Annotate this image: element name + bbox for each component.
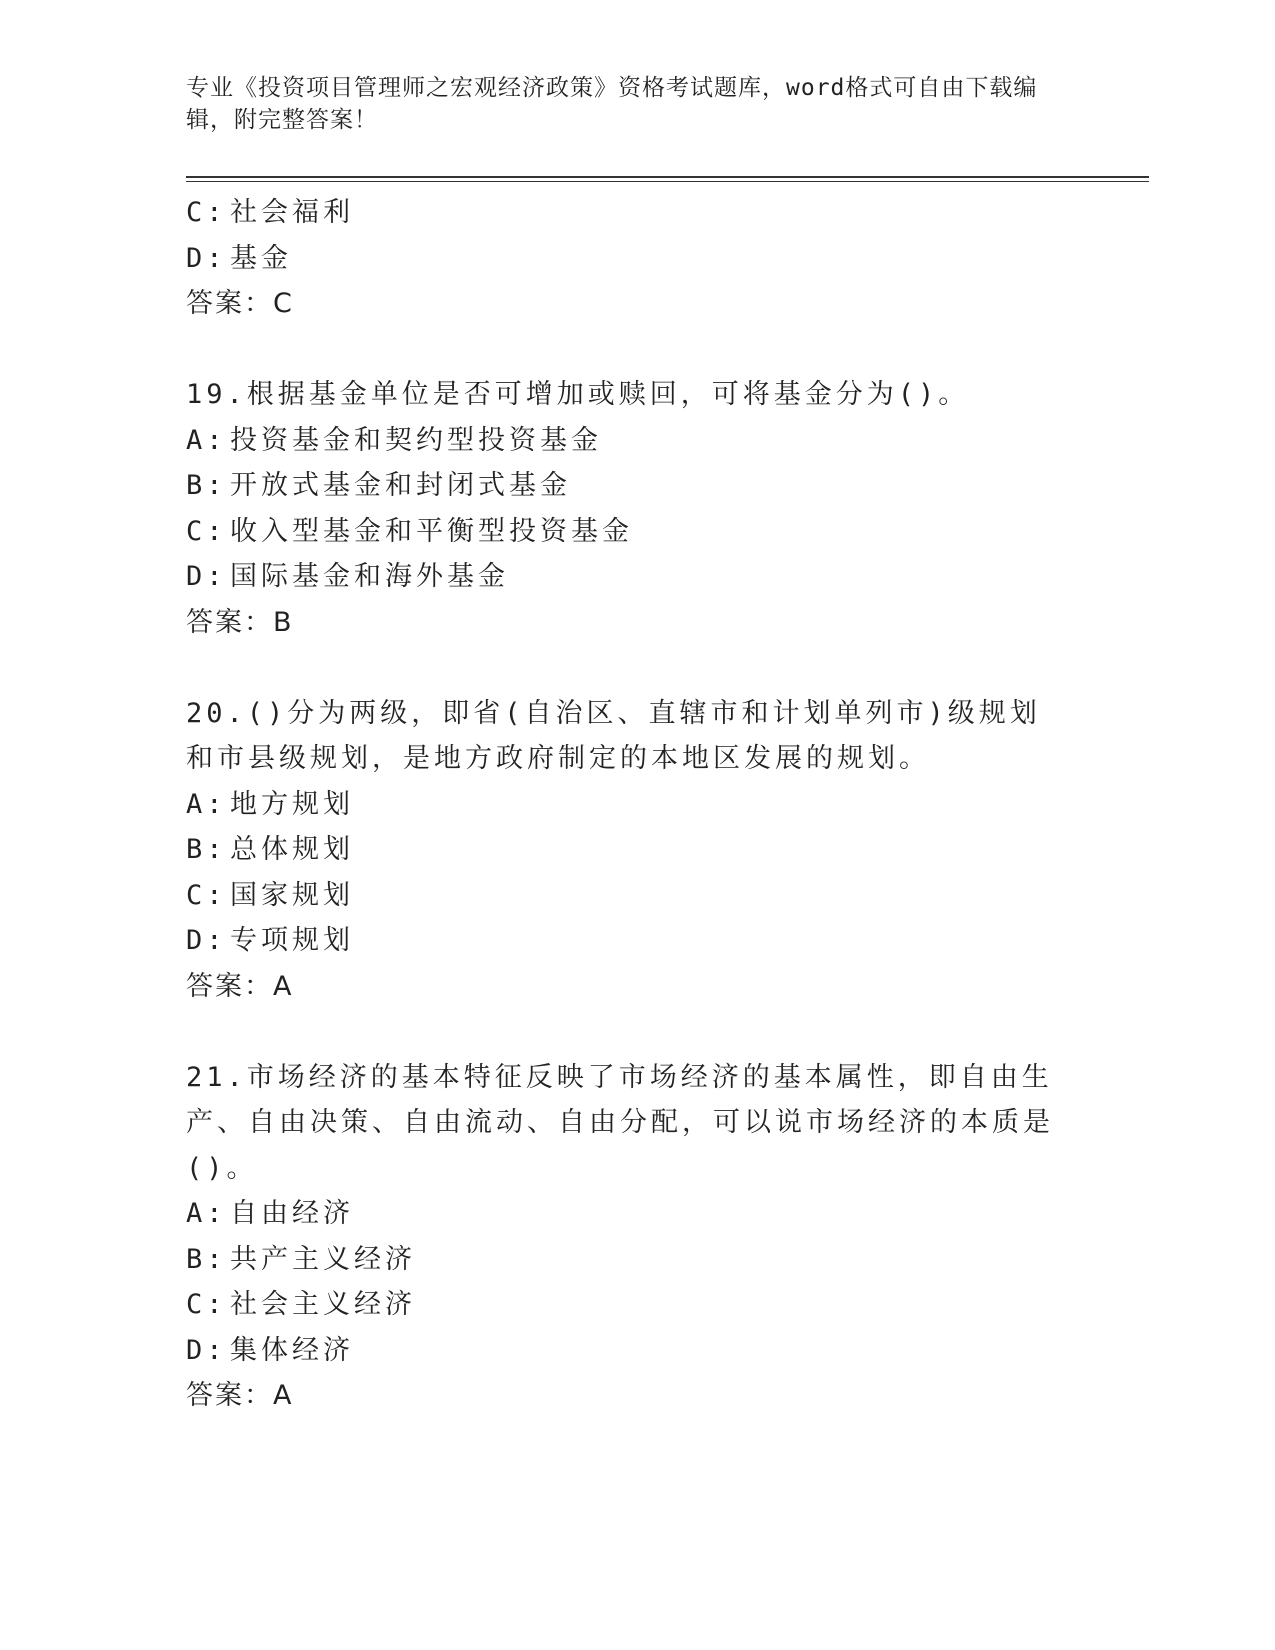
option-d [186,554,1086,600]
option-a [186,782,1086,828]
spacer [186,1009,1086,1055]
option-b [186,1237,1086,1283]
option-label: B: [186,1243,227,1275]
option-c [186,1282,1086,1328]
option-label: A: [186,788,227,820]
option-c [186,190,1086,236]
option-text: 地方规划 [230,788,354,820]
question-stem: 20.()分为两级，即省(自治区、直辖市和计划单列市)级规划和市县级规划，是地方政府制定的本地区发展的规划。 [186,697,1041,774]
option-label: A: [186,1198,227,1229]
option-text: 专项规划 [230,925,354,956]
option-text: 总体规划 [230,834,354,865]
option-d [186,1328,1086,1374]
spacer [186,327,1086,373]
option-text: 社会福利 [230,197,354,228]
option-label: A: [186,424,227,456]
header-rule-thin [186,181,1149,182]
question-21 [186,1055,1086,1419]
option-label: C: [186,1289,227,1320]
option-a [186,1191,1086,1237]
question-stem: 19.根据基金单位是否可增加或赎回，可将基金分为()。 [186,379,970,410]
option-text: 开放式基金和封闭式基金 [230,470,571,501]
question-19 [186,372,1086,645]
option-c [186,509,1086,555]
option-c [186,873,1086,919]
question-stem: 21.市场经济的基本特征反映了市场经济的基本属性，即自由生产、自由决策、自由流动、自由分配，可以说市场经济的本质是()。 [186,1061,1054,1184]
option-text: 自由经济 [230,1198,354,1229]
option-label: B: [186,834,227,865]
option-b [186,827,1086,873]
prev-question-block [186,190,1086,327]
option-label: C: [186,197,227,228]
option-label: B: [186,470,227,501]
question-content [186,190,1086,1419]
option-text: 集体经济 [230,1334,354,1366]
option-d [186,918,1086,964]
option-text: 共产主义经济 [230,1243,416,1275]
option-label: D: [186,561,227,592]
option-text: 国家规划 [230,879,354,911]
option-label: D: [186,242,227,274]
option-label: D: [186,925,227,956]
page-header: 专业《投资项目管理师之宏观经济政策》资格考试题库，word格式可自由下载编辑，附完整答案！ [186,75,1038,133]
option-b [186,463,1086,509]
option-text: 收入型基金和平衡型投资基金 [230,515,633,547]
answer-line: 答案：A [186,970,294,1002]
option-text: 基金 [230,242,292,274]
option-text: 投资基金和契约型投资基金 [230,424,602,456]
option-label: C: [186,515,227,547]
spacer [186,645,1086,691]
option-d [186,236,1086,282]
answer-line: 答案：B [186,606,294,638]
option-text: 社会主义经济 [230,1289,416,1320]
header-rule-thick [186,176,1149,178]
answer-line: 答案：C [186,288,294,319]
answer-line: 答案：A [186,1380,294,1411]
option-label: D: [186,1334,227,1366]
option-label: C: [186,879,227,911]
question-20 [186,691,1086,1010]
option-a [186,418,1086,464]
option-text: 国际基金和海外基金 [230,561,509,592]
